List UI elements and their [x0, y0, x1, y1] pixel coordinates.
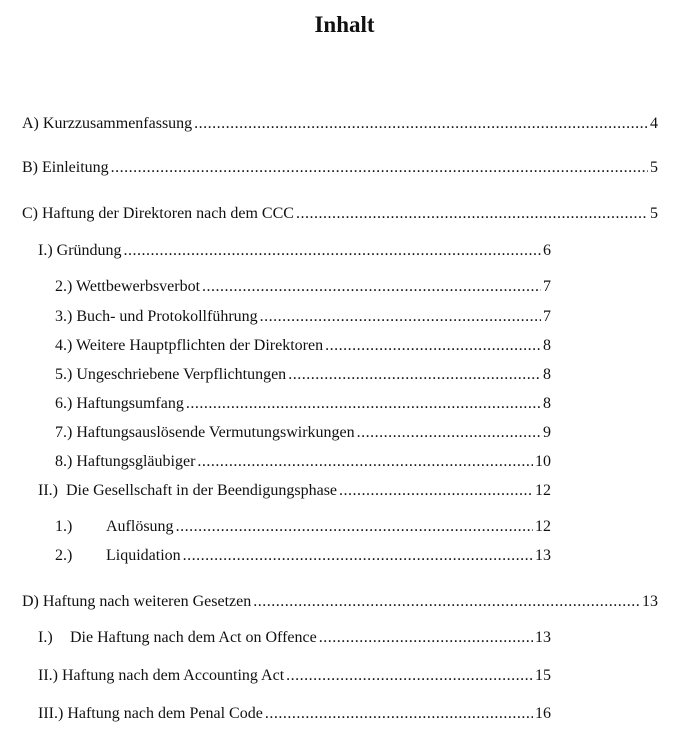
- toc-page-number: 13: [642, 593, 658, 610]
- toc-entry-label: 2.) Wettbewerbsverbot: [55, 278, 201, 295]
- toc-page-number: 12: [535, 482, 551, 499]
- toc-entry: [38, 665, 551, 687]
- toc-entry: [38, 240, 551, 262]
- toc-entry-label: D) Haftung nach weiteren Gesetzen: [22, 593, 252, 610]
- dot-leader: [253, 591, 640, 613]
- toc-entry: [55, 276, 551, 298]
- dot-leader: [202, 276, 541, 298]
- toc-entry-label: 3.) Buch- und Protokollführung: [55, 308, 258, 325]
- toc-page-number: 9: [543, 424, 551, 441]
- toc-page-number: 5: [650, 159, 658, 176]
- toc-entry: [55, 306, 551, 328]
- toc-entry-label: Auflösung: [106, 518, 174, 535]
- dot-leader: [176, 516, 533, 538]
- dot-leader: [194, 113, 648, 135]
- toc-entry-number: 1.): [55, 518, 73, 535]
- toc-entry: [55, 393, 551, 415]
- toc-entry: [55, 335, 551, 357]
- toc-page-number: 8: [543, 366, 551, 383]
- toc-page-number: 12: [535, 518, 551, 535]
- toc-entry-label: II.) Haftung nach dem Accounting Act: [38, 667, 285, 684]
- toc-entry: [38, 627, 551, 649]
- toc-page-number: 6: [543, 242, 551, 259]
- dot-leader: [197, 451, 533, 473]
- toc-entry-label: 5.) Ungeschriebene Verpflichtungen: [55, 366, 287, 383]
- toc-entry: [22, 591, 658, 613]
- toc-entry: [22, 203, 658, 225]
- dot-leader: [186, 393, 541, 415]
- toc-page-number: 15: [535, 667, 551, 684]
- toc-entry-label: II.) Die Gesellschaft in der Beendigungsphase: [38, 482, 338, 499]
- dot-leader: [339, 480, 533, 502]
- toc-entry-label: Liquidation: [106, 547, 181, 564]
- toc-entry-label: B) Einleitung: [22, 159, 109, 176]
- toc-page-number: 13: [535, 547, 551, 564]
- toc-entry: [55, 422, 551, 444]
- toc-entry: [55, 364, 551, 386]
- dot-leader: [265, 703, 533, 725]
- toc-page-number: 8: [543, 395, 551, 412]
- toc-entry: [55, 545, 551, 567]
- toc-entry-label: Die Haftung nach dem Act on Offence: [70, 629, 317, 646]
- toc-entry: [22, 157, 658, 179]
- dot-leader: [286, 665, 533, 687]
- page-title: Inhalt: [314, 12, 375, 37]
- dot-leader: [260, 306, 541, 328]
- toc-entry-label: I.) Gründung: [38, 242, 122, 259]
- toc-entry-label: 4.) Weitere Hauptpflichten der Direktoren: [55, 337, 324, 354]
- toc-entry: [55, 451, 551, 473]
- toc-entry: [55, 516, 551, 538]
- dot-leader: [183, 545, 533, 567]
- toc-page-number: 4: [650, 115, 658, 132]
- toc-entry-number: I.): [38, 629, 53, 646]
- toc-entry-label: 8.) Haftungsgläubiger: [55, 453, 196, 470]
- toc-entry-label: 7.) Haftungsauslösende Vermutungswirkungen: [55, 424, 355, 441]
- toc-entry: [38, 480, 551, 502]
- dot-leader: [296, 203, 648, 225]
- toc-entry-label: C) Haftung der Direktoren nach dem CCC: [22, 205, 294, 222]
- toc-page-number: 10: [535, 453, 551, 470]
- toc-entry: [22, 113, 658, 135]
- toc-entry-number: 2.): [55, 547, 73, 564]
- dot-leader: [319, 627, 533, 649]
- dot-leader: [124, 240, 541, 262]
- dot-leader: [288, 364, 541, 386]
- toc-page-number: 13: [535, 629, 551, 646]
- toc-page-number: 7: [543, 278, 551, 295]
- dot-leader: [357, 422, 541, 444]
- toc-entry: [38, 703, 551, 725]
- toc-entry-label: 6.) Haftungsumfang: [55, 395, 184, 412]
- toc-entry-label: A) Kurzzusammenfassung: [22, 115, 193, 132]
- toc-page-number: 8: [543, 337, 551, 354]
- toc-page-number: 5: [650, 205, 658, 222]
- toc-page-number: 16: [535, 705, 551, 722]
- dot-leader: [325, 335, 541, 357]
- dot-leader: [111, 157, 648, 179]
- toc-entry-label: III.) Haftung nach dem Penal Code: [38, 705, 263, 722]
- toc-page-number: 7: [543, 308, 551, 325]
